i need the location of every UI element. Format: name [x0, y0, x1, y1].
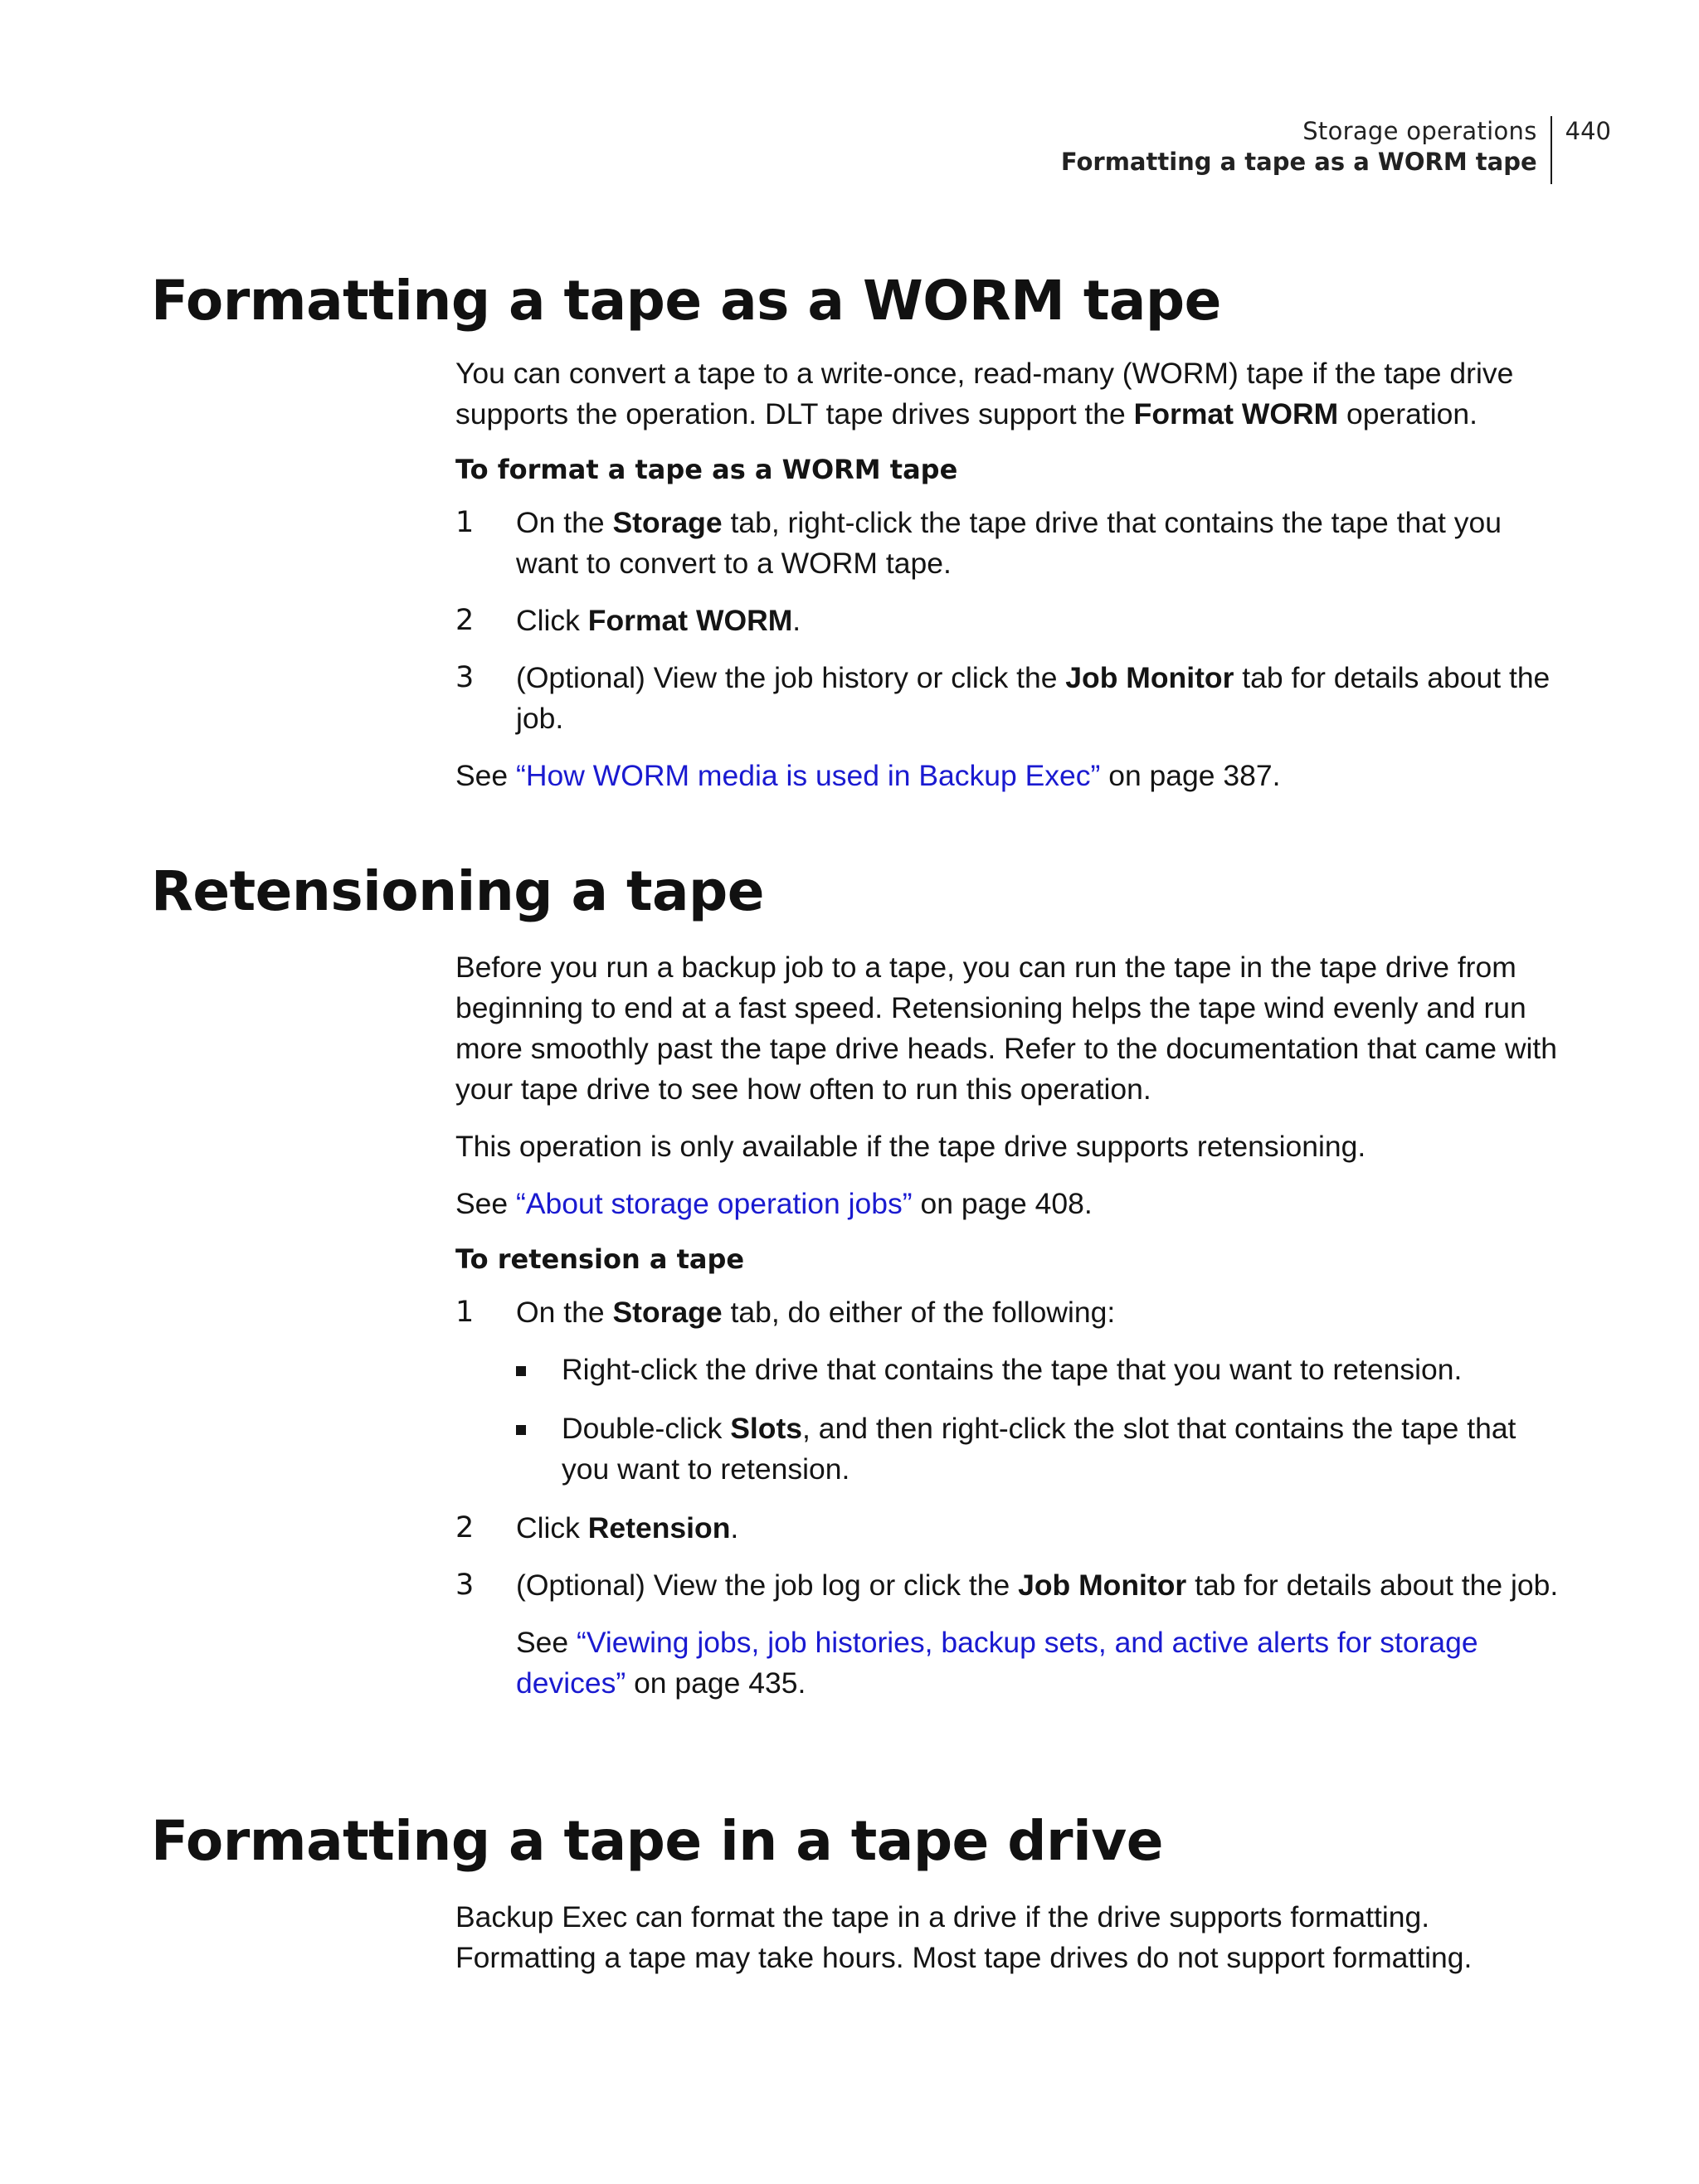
retension-step-3-see-also: See “Viewing jobs, job histories, backup sets, and active alerts for storage devices” on page 435. — [516, 1626, 1478, 1700]
bullet-text: Double-click Slots, and then right-click the slot that contains the tape that you want to retension. — [562, 1412, 1516, 1486]
page-number: 440 — [1565, 117, 1611, 145]
step-text: Click Retension. — [516, 1511, 739, 1544]
link-worm-media[interactable]: “How WORM media is used in Backup Exec” — [516, 759, 1101, 792]
link-storage-operation-jobs[interactable]: “About storage operation jobs” — [516, 1187, 913, 1220]
retension-availability: This operation is only available if the tape drive supports retensioning. — [455, 1130, 1366, 1163]
heading-format-tape-drive: Formatting a tape in a tape drive — [151, 1809, 1164, 1873]
format-drive-section-body — [455, 1897, 1559, 1978]
format-drive-intro: Backup Exec can format the tape in a drive if the drive supports formatting. Formatting a tape may take hours. Most tape drives do not support formatting. — [455, 1900, 1473, 1974]
header-topic-title: Formatting a tape as a WORM tape — [1060, 148, 1537, 176]
retension-bullet-1 — [455, 1350, 1559, 1390]
bullet-text: Right-click the drive that contains the tape that you want to retension. — [562, 1353, 1463, 1386]
running-header-text — [1061, 116, 1552, 184]
link-viewing-jobs[interactable]: “Viewing jobs, job histories, backup sets, and active alerts for storage devices” — [516, 1626, 1478, 1700]
step-number: 1 — [455, 506, 475, 539]
step-number: 2 — [455, 604, 475, 637]
worm-step-3 — [455, 658, 1559, 739]
step-text: (Optional) View the job log or click the Job Monitor tab for details about the job. — [516, 1569, 1559, 1602]
step-text: (Optional) View the job history or click the Job Monitor tab for details about the job. — [516, 661, 1551, 735]
retension-intro: Before you run a backup job to a tape, you can run the tape in the tape drive from beginning to end at a fast speed. Retensioning helps the tape wind evenly and run more smoothly past the tape drive heads. Refer to the documentation that came with your tape drive to see how often to run this operation. — [455, 951, 1558, 1106]
worm-see-also: See “How WORM media is used in Backup Exec” on page 387. — [455, 759, 1281, 792]
retension-section-body — [455, 947, 1559, 1704]
retension-step-1 — [455, 1292, 1559, 1333]
retension-see-also: See “About storage operation jobs” on page 408. — [455, 1187, 1093, 1220]
worm-step-2 — [455, 601, 1559, 641]
square-bullet-icon — [516, 1366, 526, 1376]
step-text: On the Storage tab, right-click the tape drive that contains the tape that you want to convert to a WORM tape. — [516, 506, 1502, 580]
worm-section-body — [455, 353, 1559, 796]
header-section-title: Storage operations — [1302, 117, 1537, 145]
worm-step-1 — [455, 503, 1559, 584]
heading-format-worm: Formatting a tape as a WORM tape — [151, 269, 1221, 333]
heading-retensioning: Retensioning a tape — [151, 859, 765, 923]
retension-step-2 — [455, 1508, 1559, 1549]
worm-intro: You can convert a tape to a write-once, read-many (WORM) tape if the tape drive supports the operation. DLT tape drives support the Format WORM operation. — [455, 357, 1514, 430]
worm-procedure-title: To format a tape as a WORM tape — [455, 454, 958, 485]
step-text: On the Storage tab, do either of the following: — [516, 1296, 1116, 1329]
step-number: 1 — [455, 1296, 475, 1329]
retension-bullet-2 — [455, 1408, 1559, 1490]
square-bullet-icon — [516, 1425, 526, 1435]
step-text: Click Format WORM. — [516, 604, 801, 637]
step-number: 3 — [455, 661, 475, 694]
retension-procedure-title: To retension a tape — [455, 1243, 745, 1275]
step-number: 3 — [455, 1569, 475, 1602]
retension-step-3 — [455, 1565, 1559, 1704]
running-header — [1061, 116, 1611, 184]
step-number: 2 — [455, 1511, 475, 1544]
